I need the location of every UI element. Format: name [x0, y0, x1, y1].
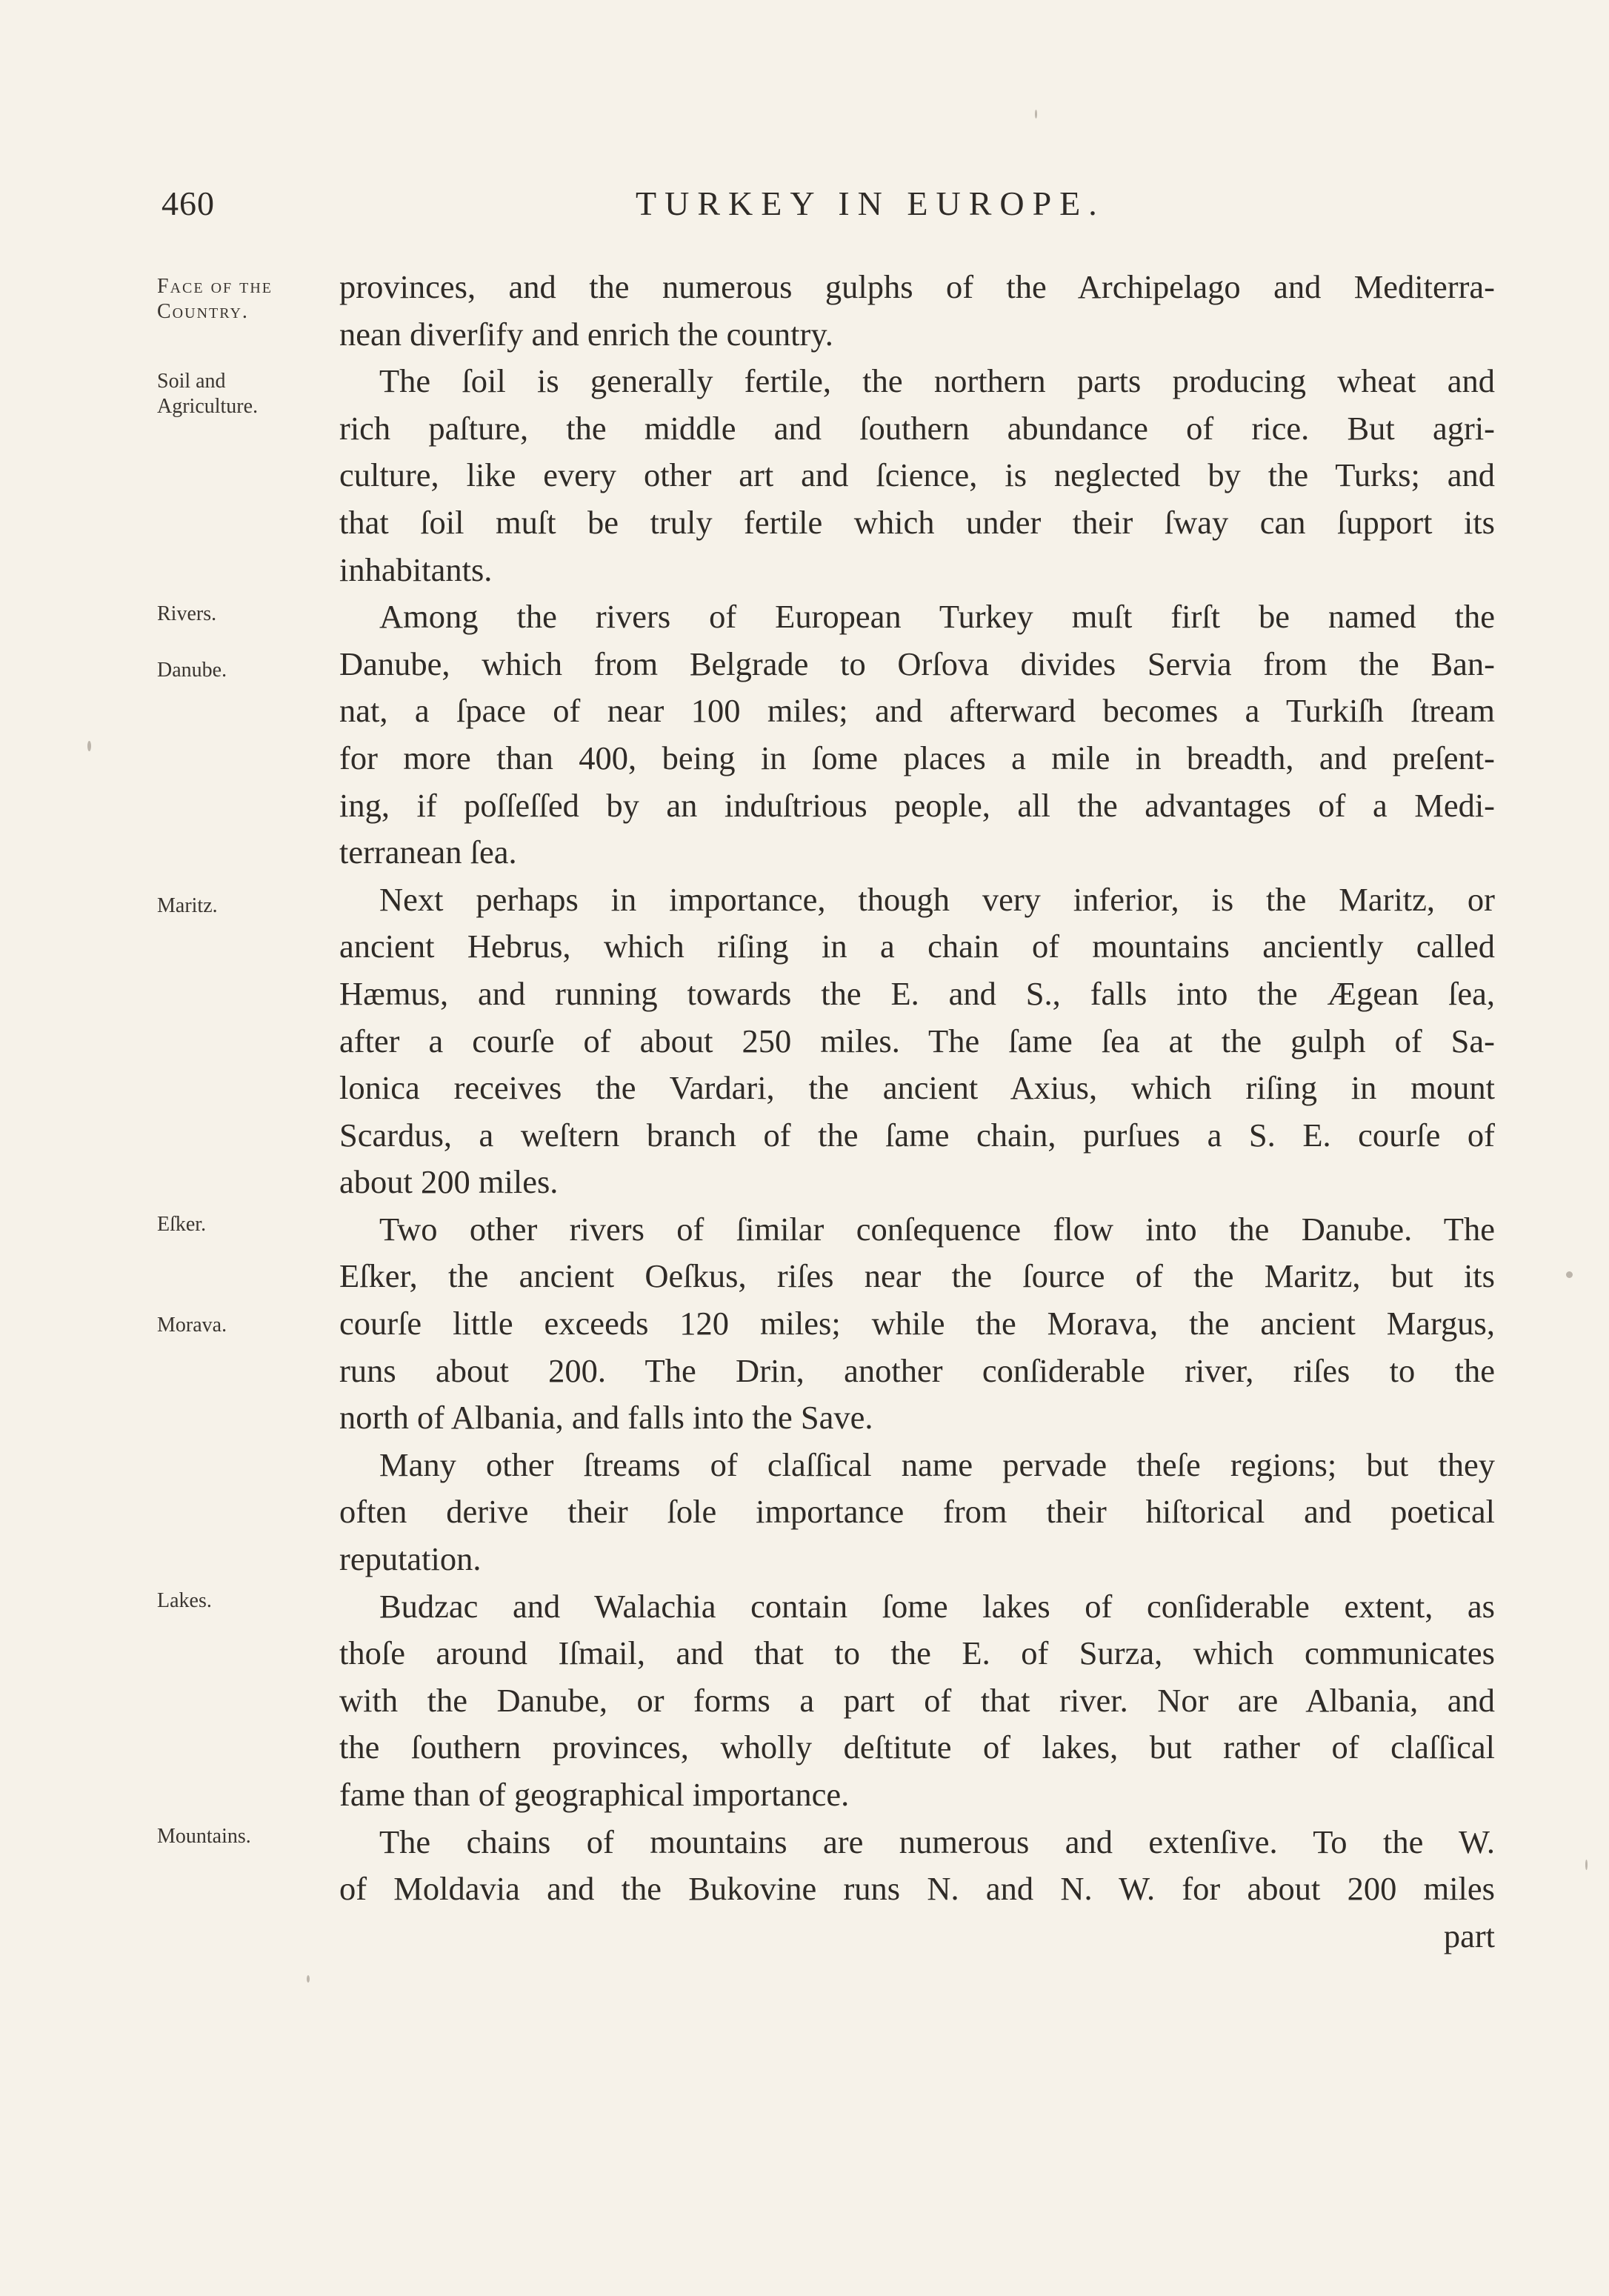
text-line: Two other rivers of ſimilar conſequence flow into the Danube. The — [379, 1210, 1495, 1248]
side-note: Mountains. — [157, 1825, 251, 1848]
paper-speck — [1035, 110, 1037, 119]
paper-speck — [87, 741, 91, 751]
side-note: Morava. — [157, 1314, 227, 1337]
paper-speck — [307, 1975, 310, 1983]
text-line: ancient Hebrus, which riſing in a chain of mountains anciently called — [339, 928, 1495, 965]
text-line: runs about 200. The Drin, another conſiderable river, riſes to the — [339, 1351, 1495, 1389]
text-line: fame than of geographical importance. — [339, 1776, 850, 1813]
text-line: about 200 miles. — [339, 1163, 559, 1201]
text-line: for more than 400, being in ſome places a mile in breadth, and preſent- — [339, 739, 1495, 776]
text-line: Budzac and Walachia contain ſome lakes of conſiderable extent, as — [379, 1587, 1495, 1625]
text-line: Scardus, a weſtern branch of the ſame chain, purſues a S. E. courſe of — [339, 1116, 1495, 1154]
text-line: Many other ſtreams of claſſical name pervade theſe regions; but they — [379, 1445, 1495, 1483]
text-line: Hæmus, and running towards the E. and S., falls into the Ægean ſea, — [339, 974, 1495, 1012]
text-line: the ſouthern provinces, wholly deſtitute of lakes, but rather of claſſical — [339, 1728, 1495, 1766]
body-text — [339, 264, 1495, 1960]
side-note: Danube. — [157, 659, 227, 682]
text-line: part — [1443, 1917, 1495, 1954]
paper-speck — [1566, 1271, 1573, 1278]
text-line: lonica receives the Vardari, the ancient Axius, which riſing in mount — [339, 1069, 1495, 1107]
text-line: that ſoil muſt be truly fertile which under their ſway can ſupport its — [339, 503, 1495, 541]
text-line: Next perhaps in importance, though very inferior, is the Maritz, or — [379, 880, 1495, 918]
side-note: Soil and Agriculture. — [157, 370, 259, 418]
text-line: thoſe around Iſmail, and that to the E. of Surza, which communicates — [339, 1634, 1495, 1672]
text-line: often derive their ſole importance from their hiſtorical and poetical — [339, 1493, 1495, 1531]
text-line: Danube, which from Belgrade to Orſova divides Servia from the Ban- — [339, 645, 1495, 682]
running-title: TURKEY IN EUROPE. — [636, 184, 1105, 222]
side-note: Maritz. — [157, 894, 218, 917]
text-line: nat, a ſpace of near 100 miles; and afterward becomes a Turkiſh ſtream — [339, 692, 1495, 730]
text-line: north of Albania, and falls into the Save. — [339, 1399, 873, 1437]
text-line: The chains of mountains are numerous and extenſive. To the W. — [379, 1823, 1495, 1860]
text-line: of Moldavia and the Bukovine runs N. and N. W. for about 200 miles — [339, 1870, 1495, 1908]
side-note: Rivers. — [157, 602, 217, 625]
side-note: Eſker. — [157, 1213, 207, 1236]
text-line: inhabitants. — [339, 550, 493, 588]
text-line: provinces, and the numerous gulphs of the Archipelago and Mediterra- — [339, 268, 1495, 305]
text-line: nean diverſify and enrich the country. — [339, 315, 833, 353]
text-line: courſe little exceeds 120 miles; while the Morava, the ancient Margus, — [339, 1305, 1495, 1342]
text-line: with the Danube, or forms a part of that river. Nor are Albania, and — [339, 1681, 1495, 1719]
text-line: rich paſture, the middle and ſouthern abundance of rice. But agri- — [339, 409, 1495, 447]
text-line: terranean ſea. — [339, 833, 517, 871]
text-line: ing, if poſſeſſed by an induſtrious people, all the advantages of a Medi- — [339, 786, 1495, 824]
text-line: culture, like every other art and ſcience, is neglected by the Turks; and — [339, 456, 1495, 494]
text-line: Eſker, the ancient Oeſkus, riſes near the ſource of the Maritz, but its — [339, 1257, 1495, 1295]
side-note: Lakes. — [157, 1589, 212, 1612]
page-number: 460 — [161, 184, 215, 222]
text-line: after a courſe of about 250 miles. The ſame ſea at the gulph of Sa- — [339, 1022, 1495, 1059]
text-line: The ſoil is generally fertile, the northern parts producing wheat and — [379, 362, 1495, 400]
page-header — [161, 184, 1495, 236]
side-note: Face of the Country. — [157, 275, 273, 323]
text-line: Among the rivers of European Turkey muſt firſt be named the — [379, 598, 1495, 636]
text-line: reputation. — [339, 1540, 482, 1578]
paper-speck — [1585, 1860, 1588, 1870]
